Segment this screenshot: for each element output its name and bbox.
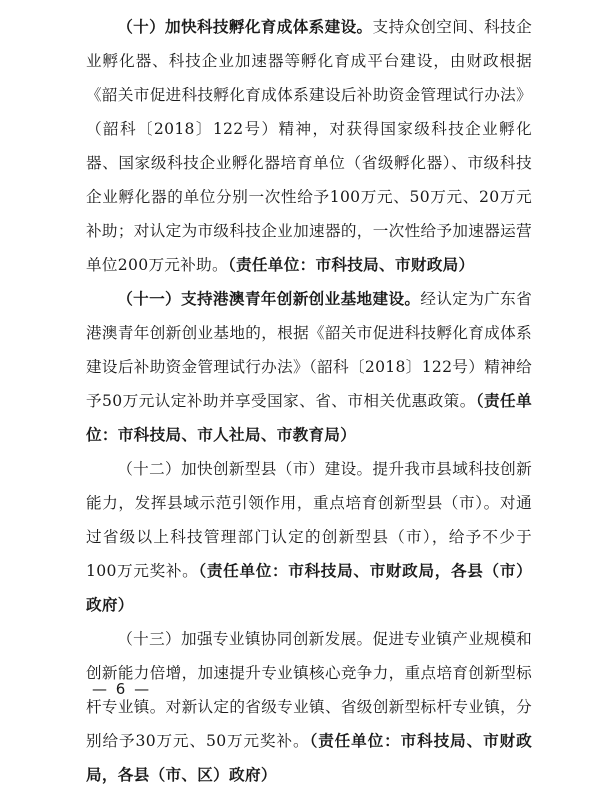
- paragraph-body: 经认定为广东省港澳青年创新创业基地的，根据《韶关市促进科技孵化育成体系建设后补助资金管理试行办法》（韶科〔2018〕122号）精神给予50万元认定补助并享受国家、省、市相关优惠政策。: [86, 290, 532, 410]
- paragraph-heading: （十）加快科技孵化育成体系建设。: [117, 17, 373, 36]
- responsible-units: （责任单位：市科技局、市财政局）: [227, 255, 475, 274]
- responsible-units: （责任单位：市科技局、市财政局，各县（市）政府）: [86, 561, 532, 614]
- paragraph-specialized-towns: [86, 622, 532, 792]
- paragraph-heading: （十一）支持港澳青年创新创业基地建设。: [117, 289, 421, 308]
- paragraph-body: 提升我市县域科技创新能力，发挥县域示范引领作用，重点培育创新型县（市）。对通过省级以上科技管理部门认定的创新型县（市），给予不少于100万元奖补。: [86, 460, 532, 580]
- paragraph-innovative-county: [86, 452, 532, 622]
- paragraph-heading: （十二）加快创新型县（市）建设。: [117, 460, 373, 478]
- paragraph-incubation: [86, 10, 532, 282]
- responsible-units: （责任单位：市科技局、市人社局、市教育局）: [86, 391, 532, 444]
- responsible-units: （责任单位：市科技局、市财政局，各县（市、区）政府）: [86, 731, 532, 784]
- paragraph-heading: （十三）加强专业镇协同创新发展。: [117, 630, 373, 648]
- page-number: — 6 —: [92, 680, 152, 698]
- paragraph-body: 促进专业镇产业规模和创新能力倍增，加速提升专业镇核心竞争力，重点培育创新型标杆专业镇。对新认定的省级专业镇、省级创新型标杆专业镇，分别给予30万元、50万元奖补。: [86, 630, 532, 750]
- paragraph-body: 支持众创空间、科技企业孵化器、科技企业加速器等孵化育成平台建设，由财政根据《韶关市促进科技孵化育成体系建设后补助资金管理试行办法》（韶科〔2018〕122号）精神，对获得国家级科技企业孵化器、国家级科技企业孵化器培育单位（省级孵化器）、市级科技企业孵化器的单位分别一次性给予100万元、50万元、20万元补助；对认定为市级科技企业加速器的，一次性给予加速器运营单位200万元补助。: [86, 18, 532, 274]
- paragraph-hk-macao-youth: [86, 282, 532, 452]
